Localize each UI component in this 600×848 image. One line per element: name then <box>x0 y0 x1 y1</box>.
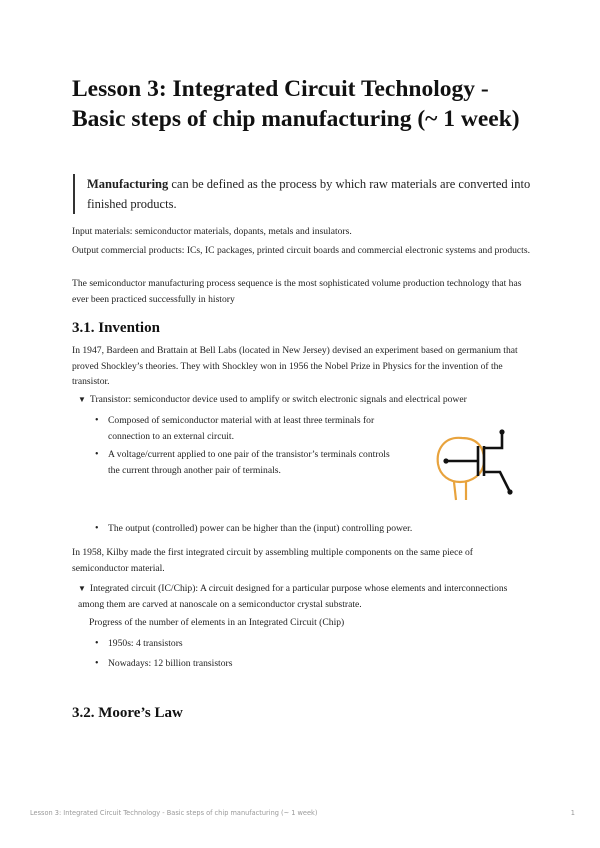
ic-toggle-label: Integrated circuit (IC/Chip): A circuit designed for a particular purpose whose elements and interconnections among them are carved at nanoscale on a semiconductor crystal substrate. <box>78 583 508 610</box>
ic-toggle[interactable] <box>78 581 528 612</box>
output-products-paragraph: Output commercial products: ICs, IC packages, printed circuit boards and commercial electronic systems and products. <box>72 245 530 256</box>
bullet-dot-icon: • <box>95 658 99 669</box>
triangle-down-icon[interactable]: ▼ <box>78 395 86 404</box>
list-item <box>95 447 395 478</box>
list-item-text: Nowadays: 12 billion transistors <box>108 658 233 669</box>
transistor-toggle-label: Transistor: semiconductor device used to amplify or switch electronic signals and electrical power <box>89 394 467 405</box>
page-title: Lesson 3: Integrated Circuit Technology - Basic steps of chip manufacturing (~ 1 week) <box>72 76 520 132</box>
section-heading-moores-law: 3.2. Moore’s Law <box>72 705 183 721</box>
list-item-text: The output (controlled) power can be higher than the (input) controlling power. <box>108 523 413 534</box>
input-materials-paragraph: Input materials: semiconductor materials, dopants, metals and insulators. <box>72 226 352 237</box>
list-item <box>95 413 395 444</box>
sketch-source <box>484 472 510 492</box>
sketch-drain-terminal <box>499 429 504 434</box>
list-item <box>95 636 395 652</box>
footer-text: Lesson 3: Integrated Circuit Technology - Basic steps of chip manufacturing (~ 1 week) <box>30 809 318 817</box>
bullet-dot-icon: • <box>95 449 99 460</box>
sketch-source-terminal <box>507 489 512 494</box>
page-footer <box>30 809 575 817</box>
progress-label: Progress of the number of elements in an Integrated Circuit (Chip) <box>89 617 345 628</box>
kilby-paragraph: In 1958, Kilby made the first integrated circuit by assembling multiple components on the same piece of semiconductor material. <box>72 547 473 574</box>
sketch-drain <box>484 432 502 448</box>
callout-term: Manufacturing <box>87 177 169 191</box>
page-number: 1 <box>570 809 575 817</box>
bullet-dot-icon: • <box>95 638 99 649</box>
transistor-toggle[interactable] <box>78 392 528 408</box>
invention-paragraph: In 1947, Bardeen and Brattain at Bell Labs (located in New Jersey) devised an experiment based on germanium that proved Shockley’s theories. They with Shockley won in 1956 the Nobel Prize in Physics for the invention of the transistor. <box>72 345 518 387</box>
sketch-legs <box>454 482 466 500</box>
list-item <box>95 521 475 537</box>
callout-block <box>73 174 537 214</box>
process-sequence-paragraph: The semiconductor manufacturing process sequence is the most sophisticated volume production technology that has ever been practiced successfully in history <box>72 278 522 305</box>
bullet-dot-icon: • <box>95 415 99 426</box>
section-heading-invention: 3.1. Invention <box>72 320 160 336</box>
triangle-down-icon[interactable]: ▼ <box>78 584 86 593</box>
list-item-text: 1950s: 4 transistors <box>108 638 183 649</box>
sketch-gate-terminal <box>443 458 448 463</box>
transistor-sketch <box>430 424 530 504</box>
bullet-dot-icon: • <box>95 523 99 534</box>
callout-text: can be defined as the process by which raw materials are converted into finished products. <box>87 177 531 211</box>
list-item <box>95 656 395 672</box>
list-item-text: Composed of semiconductor material with at least three terminals for connection to an external circuit. <box>108 415 375 442</box>
list-item-text: A voltage/current applied to one pair of the transistor’s terminals controls the current through another pair of terminals. <box>108 449 390 476</box>
